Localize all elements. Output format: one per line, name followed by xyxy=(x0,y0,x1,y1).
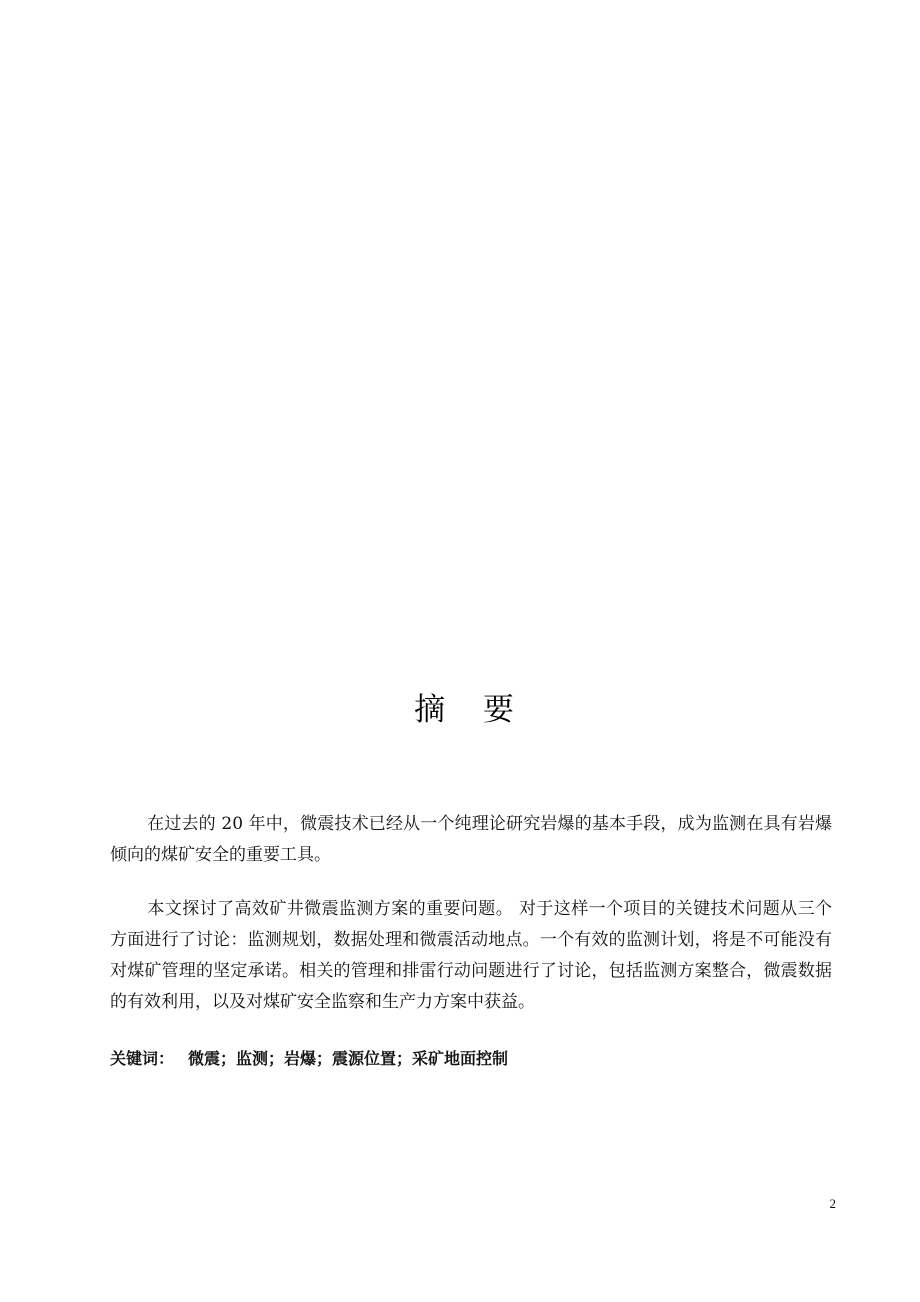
abstract-title: 摘 要 xyxy=(414,692,528,728)
keywords-list: 微震；监测；岩爆；震源位置；采矿地面控制 xyxy=(188,1049,509,1068)
abstract-paragraph-2-text: 本文探讨了高效矿井微震监测方案的重要问题。 对于这样一个项目的关键技术问题从三个方面进行了讨论：监测规划，数据处理和微震活动地点。一个有效的监测计划，将是不可能没有对煤矿管理的坚定承诺。相关的管理和排雷行动问题进行了讨论，包括监测方案整合，微震数据的有效利用，以及对煤矿安全监察和生产力方案中获益。 xyxy=(110,899,832,1012)
keywords-line xyxy=(110,1046,832,1072)
abstract-paragraph-2 xyxy=(110,894,832,1018)
page-number: 2 xyxy=(829,1196,836,1211)
abstract-paragraph-1-text: 在过去的 20 年中，微震技术已经从一个纯理论研究岩爆的基本手段，成为监测在具有岩爆倾向的煤矿安全的重要工具。 xyxy=(110,814,832,865)
abstract-paragraph-1 xyxy=(110,809,832,871)
keywords-label: 关键词： xyxy=(110,1049,175,1068)
